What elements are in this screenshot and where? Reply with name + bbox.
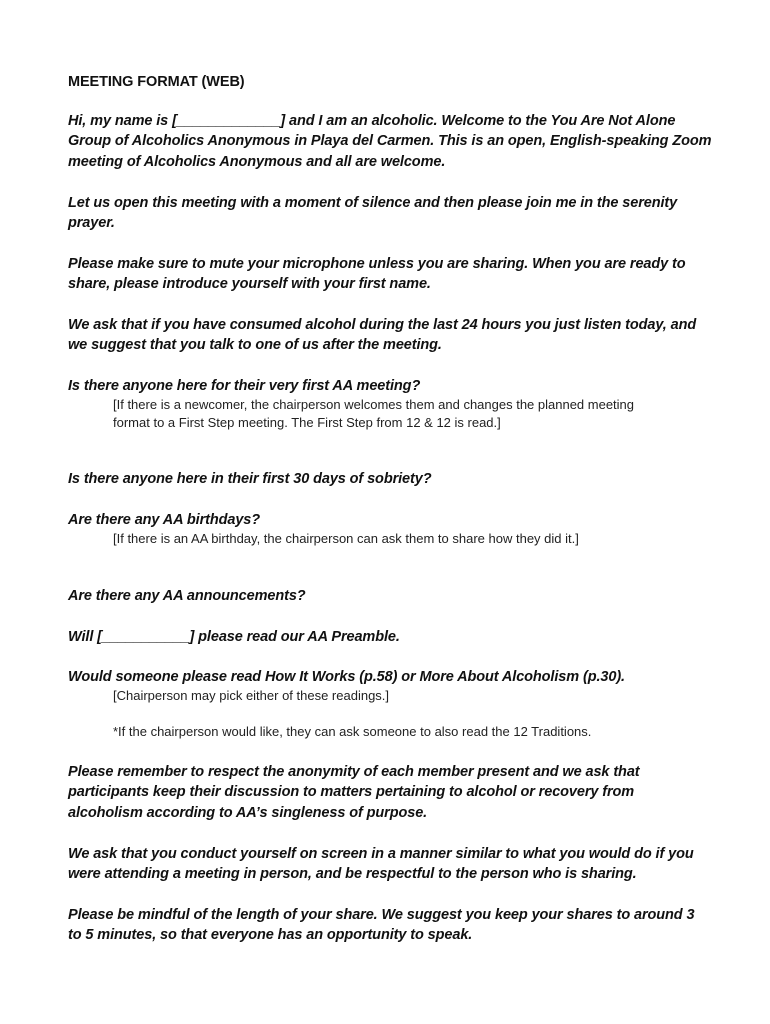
announcements-question: Are there any AA announcements? xyxy=(68,588,306,604)
intro-line-3: meeting of Alcoholics Anonymous and all are welcome. xyxy=(68,154,446,170)
conduct-line-1: We ask that you conduct yourself on screen in a manner similar to what you would do if you xyxy=(68,846,694,862)
alcohol-notice-line-1: We ask that if you have consumed alcohol during the last 24 hours you just listen today, and xyxy=(68,317,697,333)
anonymity-line-1: Please remember to respect the anonymity of each member present and we ask that xyxy=(68,764,640,780)
anonymity-line-2: participants keep their discussion to matters pertaining to alcohol or recovery from xyxy=(68,784,635,800)
share-length-line-2: to 5 minutes, so that everyone has an opportunity to speak. xyxy=(68,927,473,943)
first-30-days-question: Is there anyone here in their first 30 days of sobriety? xyxy=(68,471,432,487)
silence-line-1: Let us open this meeting with a moment of silence and then please join me in the serenity xyxy=(68,195,678,211)
silence-line-2: prayer. xyxy=(68,215,115,231)
share-length-line-1: Please be mindful of the length of your share. We suggest you keep your shares to around 3 xyxy=(68,907,695,923)
preamble-request: Will [___________] please read our AA Preamble. xyxy=(68,629,400,645)
readings-question: Would someone please read How It Works (p.58) or More About Alcoholism (p.30). xyxy=(68,669,625,685)
document-title: MEETING FORMAT (WEB) xyxy=(68,74,245,90)
mute-line-2: share, please introduce yourself with your first name. xyxy=(68,276,431,292)
alcohol-notice-line-2: we suggest that you talk to one of us after the meeting. xyxy=(68,337,442,353)
intro-line-1: Hi, my name is [_____________] and I am an alcoholic. Welcome to the You Are Not Alone xyxy=(68,113,676,129)
readings-note: [Chairperson may pick either of these readings.] xyxy=(113,688,390,703)
intro-line-2: Group of Alcoholics Anonymous in Playa del Carmen. This is an open, English-speaking Zoom xyxy=(68,133,712,149)
birthdays-note: [If there is an AA birthday, the chairperson can ask them to share how they did it.] xyxy=(113,531,579,546)
first-meeting-note-line-1: [If there is a newcomer, the chairperson welcomes them and changes the planned meeting xyxy=(113,397,635,412)
conduct-line-2: were attending a meeting in person, and be respectful to the person who is sharing. xyxy=(68,866,637,882)
first-meeting-note-line-2: format to a First Step meeting. The First Step from 12 & 12 is read.] xyxy=(113,415,501,430)
first-meeting-question: Is there anyone here for their very first AA meeting? xyxy=(68,378,421,394)
anonymity-line-3: alcoholism according to AA’s singleness of purpose. xyxy=(68,805,428,821)
traditions-note: *If the chairperson would like, they can ask someone to also read the 12 Traditions. xyxy=(113,724,592,739)
birthdays-question: Are there any AA birthdays? xyxy=(68,512,261,528)
mute-line-1: Please make sure to mute your microphone unless you are sharing. When you are ready to xyxy=(68,256,686,272)
